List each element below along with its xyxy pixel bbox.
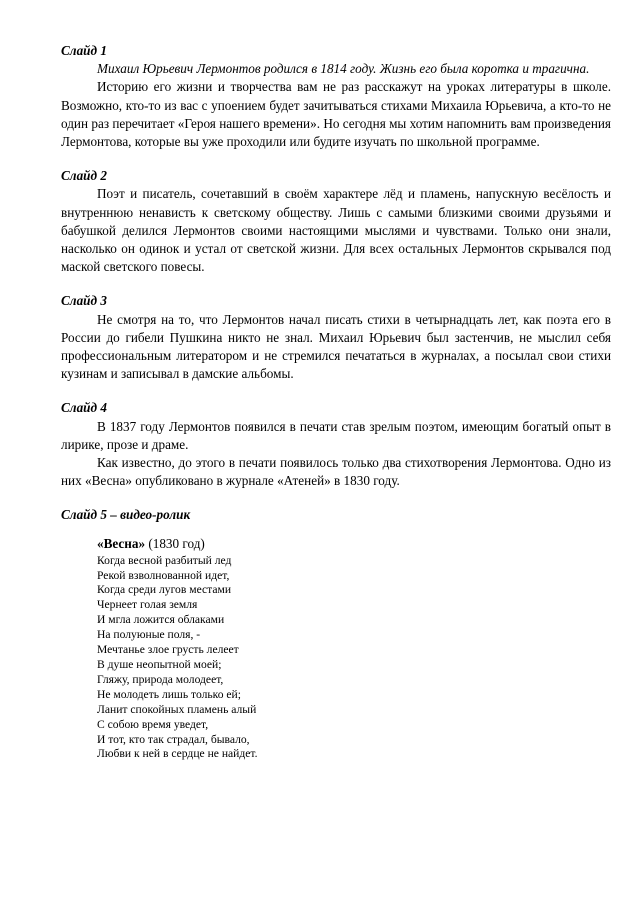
poem-block — [61, 535, 611, 763]
slide-heading: Слайд 3 — [61, 293, 107, 309]
poem-line: Когда весной разбитый лед — [97, 553, 232, 567]
paragraph: В 1837 году Лермонтов появился в печати став зрелым поэтом, имеющим богатый опыт в лирике, прозе и драме. — [61, 418, 611, 452]
poem-line: И мгла ложится облаками — [97, 613, 225, 627]
poem-line: Не молодеть лишь только ей; — [97, 687, 241, 701]
slide-2-section — [61, 167, 611, 276]
slide-3-section — [61, 292, 611, 383]
paragraph: Михаил Юрьевич Лермонтов родился в 1814 году. Жизнь его была коротка и трагична. — [97, 61, 590, 77]
poem-line: Когда среди лугов местами — [97, 583, 232, 597]
slide-heading: Слайд 5 – видео-ролик — [61, 507, 191, 523]
paragraph: Поэт и писатель, сочетавший в своём характере лёд и пламень, напускную весёлость и внутреннюю ненависть к светскому обществу. Лишь с самыми близкими своими друзьями и бабушкой делился Лермонтов своими настоящими мыслями и чувствами. Только они знали, насколько он одинок и устал от светской жизни. Для всех остальных Лермонтов скрывался под маской светского повесы. — [61, 186, 611, 275]
slide-4-section — [61, 399, 611, 490]
poem-line: Гляжу, природа молодеет, — [97, 672, 224, 686]
poem-line: На полуюные поля, - — [97, 628, 201, 642]
slide-heading: Слайд 4 — [61, 400, 107, 416]
poem-title — [97, 535, 611, 553]
poem-name: «Весна» — [97, 535, 146, 551]
poem-line: С собою время уведет, — [97, 717, 209, 731]
poem-line: Рекой взволнованной идет, — [97, 568, 230, 582]
paragraph: Как известно, до этого в печати появилось только два стихотворения Лермонтова. Одно из них «Весна» опубликовано в журнале «Атеней» в 1830 году. — [61, 455, 611, 489]
slide-5-section — [61, 506, 611, 762]
poem-line: Ланит спокойных пламень алый — [97, 702, 257, 716]
paragraph: Историю его жизни и творчества вам не раз расскажут на уроках литературы в школе. Возможно, кто-то из вас с упоением будет зачитываться стихами Михаила Юрьевича, а кто-то не один раз перечитает «Героя нашего времени». Но сегодня мы хотим напомнить вам произведения Лермонтова, которые вы уже проходили или будите изучать по школьной программе. — [61, 79, 611, 150]
document-body — [61, 42, 611, 778]
slide-1-section — [61, 42, 611, 151]
slide-heading: Слайд 2 — [61, 168, 107, 184]
slide-heading: Слайд 1 — [61, 43, 107, 58]
poem-line: В душе неопытной моей; — [97, 658, 222, 672]
paragraph: Не смотря на то, что Лермонтов начал писать стихи в четырнадцать лет, как поэта его в России до гибели Пушкина никто не знал. Михаил Юрьевич был застенчив, не мыслил себя профессиональным литератором и не стремился печататься в журналах, а посылал свои стихи кузинам и записывал в дамские альбомы. — [61, 311, 611, 382]
poem-year: (1830 год) — [145, 535, 205, 551]
poem-line: Чернеет голая земля — [97, 598, 198, 612]
poem-line: Любви к ней в сердце не найдет. — [97, 747, 258, 761]
poem-line: Мечтанье злое грусть лелеет — [97, 643, 239, 657]
poem-line: И тот, кто так страдал, бывало, — [97, 732, 250, 746]
